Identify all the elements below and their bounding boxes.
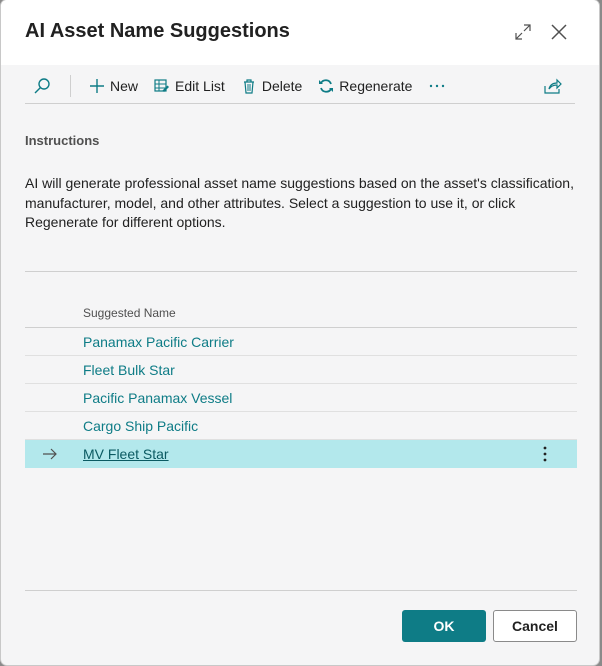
suggestion-link[interactable]: Cargo Ship Pacific: [83, 417, 199, 434]
new-button[interactable]: [81, 71, 146, 101]
suggestion-link[interactable]: MV Fleet Star: [83, 445, 169, 462]
table-row[interactable]: [25, 328, 577, 356]
plus-icon: [89, 78, 105, 94]
action-toolbar: [25, 68, 575, 104]
more-icon: [428, 83, 446, 89]
regenerate-label: Regenerate: [339, 77, 413, 94]
dialog-title: AI Asset Name Suggestions: [25, 20, 290, 42]
search-button[interactable]: [25, 71, 64, 101]
ok-button[interactable]: OK: [402, 610, 486, 642]
table-row[interactable]: [25, 356, 577, 384]
toolbar-separator: [70, 75, 71, 97]
edit-list-icon: [154, 78, 170, 94]
instructions-text: AI will generate professional asset name suggestions based on the asset's classification, manufacturer, model, and other attributes. Select a suggestion to use it, or click Regenerate for different options.: [25, 175, 574, 230]
dialog: [1, 0, 599, 665]
suggestion-link[interactable]: Pacific Panamax Vessel: [83, 389, 233, 406]
close-icon: [550, 23, 568, 41]
column-header-suggested-name[interactable]: Suggested Name: [25, 300, 577, 328]
share-icon: [544, 78, 562, 94]
search-icon: [33, 77, 51, 95]
regenerate-button[interactable]: [310, 71, 420, 101]
suggestion-link[interactable]: Panamax Pacific Carrier: [83, 333, 234, 350]
expand-icon: [514, 23, 532, 41]
row-actions-icon[interactable]: [537, 445, 553, 463]
dialog-header: [1, 0, 599, 65]
table-row[interactable]: [25, 412, 577, 440]
edit-list-label: Edit List: [175, 77, 225, 94]
instructions-title: Instructions: [25, 133, 100, 148]
new-label: New: [110, 77, 139, 94]
footer-divider: [25, 590, 577, 591]
arrow-right-icon: [41, 446, 59, 462]
more-options-button[interactable]: [420, 71, 459, 101]
cancel-button[interactable]: Cancel: [493, 610, 577, 642]
delete-button[interactable]: [233, 71, 310, 101]
section-divider: [25, 271, 577, 272]
refresh-icon: [318, 78, 334, 94]
share-button[interactable]: [536, 71, 575, 101]
delete-label: Delete: [261, 77, 303, 94]
close-button[interactable]: [545, 18, 573, 46]
table-row[interactable]: [25, 384, 577, 412]
suggestions-grid: [25, 300, 577, 468]
trash-icon: [241, 78, 257, 94]
expand-button[interactable]: [509, 18, 537, 46]
table-row-selected[interactable]: [25, 440, 577, 468]
edit-list-button[interactable]: [146, 71, 233, 101]
suggestion-link[interactable]: Fleet Bulk Star: [83, 361, 175, 378]
